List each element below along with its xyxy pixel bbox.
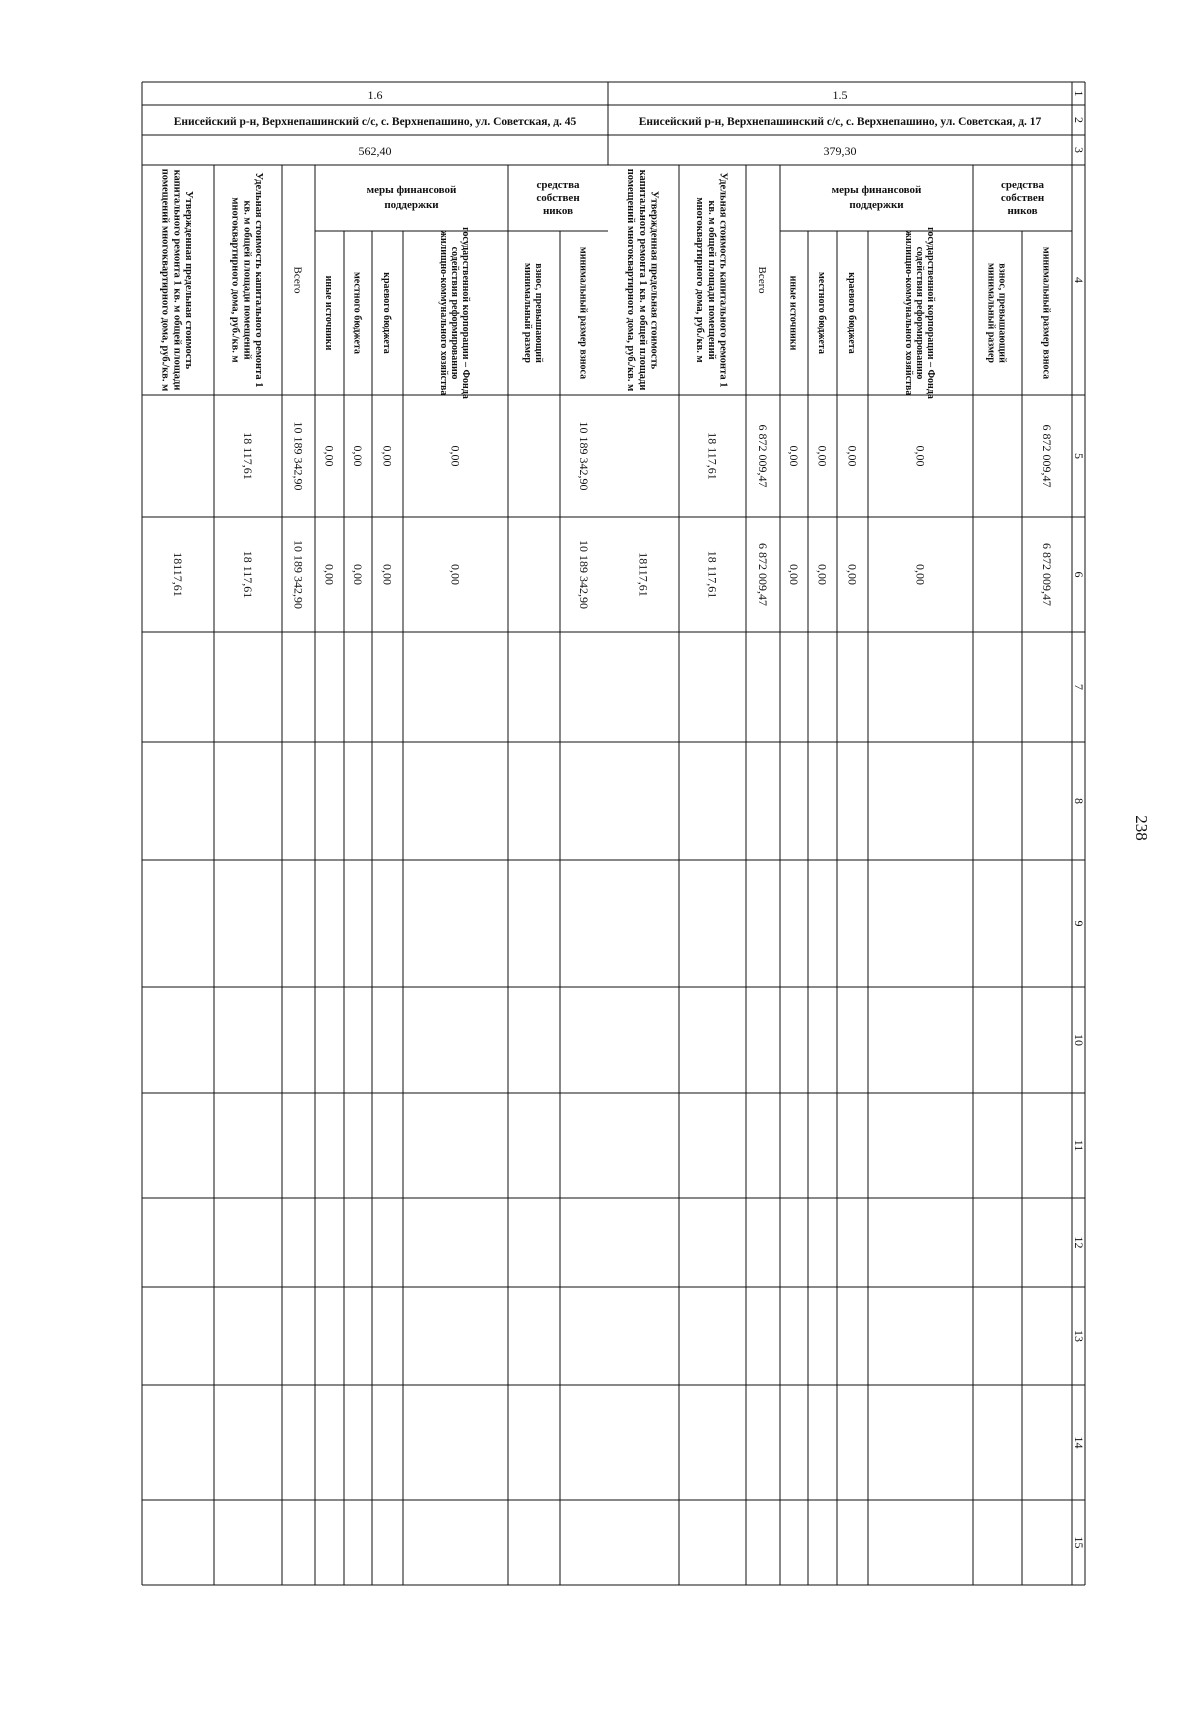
cell-ud: 18 117,61	[705, 550, 720, 599]
cell-ud: 18 117,61	[705, 432, 720, 480]
house-address: Енисейский р-н, Верхнепашинский с/с, с. Верхнепашино, ул. Советская, д. 17	[638, 116, 1042, 128]
cell-min: 6 872 009,47	[1039, 424, 1054, 488]
header-owners-funds: ников	[1007, 205, 1038, 217]
header-min-fee: минимальный размер взноса	[1040, 246, 1052, 380]
column-number: 10	[1071, 1034, 1086, 1046]
column-number: 8	[1071, 798, 1086, 804]
header-support: поддержки	[849, 199, 904, 211]
header-min-fee: минимальный размер взноса	[577, 246, 589, 380]
house-number: 1.6	[367, 88, 383, 102]
column-number: 11	[1071, 1139, 1086, 1152]
column-number: 15	[1071, 1536, 1086, 1549]
column-number: 7	[1071, 684, 1086, 690]
column-number: 3	[1071, 147, 1086, 153]
column-number: 1	[1071, 90, 1086, 97]
house-area: 379,30	[823, 144, 857, 158]
header-total: Всего	[291, 266, 304, 294]
column-number: 4	[1071, 277, 1086, 283]
header-excess-fee: взнос, превышающийминимальный размер	[985, 263, 1008, 363]
cell-mestn: 0,00	[350, 564, 365, 585]
header-owners-funds: средства	[1000, 179, 1045, 191]
cell-utv: 18117,61	[636, 552, 651, 597]
cell-vsego: 6 872 009,47	[755, 424, 770, 488]
cell-fond: 0,00	[913, 445, 928, 467]
header-support: меры финансовой	[366, 184, 457, 196]
cell-ud: 18 117,61	[240, 432, 255, 480]
cell-mestn: 0,00	[815, 564, 830, 585]
header-support: поддержки	[384, 199, 439, 211]
header-local-budget: местного бюджета	[351, 272, 363, 354]
cell-fond: 0,00	[448, 564, 463, 585]
header-other-sources: иные источники	[323, 275, 334, 351]
header-unit-cost: Удельная стоимость капитального ремонта 1кв. м общей площади помещениймногоквартирного дома, руб./кв. м	[229, 172, 265, 388]
cell-min: 10 189 342,90	[576, 421, 591, 491]
cell-kraev: 0,00	[380, 564, 395, 585]
house-address: Енисейский р-н, Верхнепашинский с/с, с. Верхнепашино, ул. Советская, д. 45	[173, 116, 577, 128]
cell-vsego: 6 872 009,47	[755, 543, 770, 606]
cell-kraev: 0,00	[845, 445, 860, 467]
cell-inye: 0,00	[322, 564, 337, 585]
cell-vsego: 10 189 342,90	[291, 421, 306, 491]
column-number: 14	[1071, 1436, 1086, 1449]
cell-min: 10 189 342,90	[576, 540, 591, 609]
cell-mestn: 0,00	[815, 445, 830, 467]
cell-mestn: 0,00	[350, 445, 365, 467]
cell-utv: 18117,61	[170, 552, 185, 597]
column-number: 5	[1071, 453, 1086, 459]
column-number: 6	[1071, 571, 1086, 578]
cell-inye: 0,00	[786, 564, 801, 585]
column-number: 12	[1071, 1236, 1086, 1249]
cell-kraev: 0,00	[380, 445, 395, 467]
house-number: 1.5	[832, 88, 848, 102]
header-reform-fund: государственной корпорации – Фондасодействия реформированиюжилищно-коммунального хозяйства	[437, 227, 472, 399]
page-number: 238	[1132, 815, 1151, 841]
cell-fond: 0,00	[448, 445, 463, 467]
header-owners-funds: средства	[536, 179, 580, 191]
header-owners-funds: собствен	[536, 192, 580, 204]
header-regional-budget: краевого бюджета	[846, 272, 857, 354]
column-number: 9	[1071, 920, 1086, 927]
cell-vsego: 10 189 342,90	[291, 540, 306, 609]
header-reform-fund: государственной корпорации – Фондасодействия реформированиюжилищно-коммунального хозяйства	[902, 227, 937, 399]
table-grid	[142, 82, 1085, 1585]
cell-inye: 0,00	[786, 445, 801, 467]
header-owners-funds: ников	[542, 205, 574, 217]
cell-fond: 0,00	[913, 564, 928, 585]
header-owners-funds: собствен	[1000, 192, 1045, 204]
header-total: Всего	[756, 266, 769, 294]
cell-ud: 18 117,61	[240, 550, 255, 599]
header-limit-cost: Утвержденная предельная стоимостькапитального ремонта 1 кв. м общей площадипомещений многоквартирного дома, руб./кв. м	[625, 168, 660, 392]
column-number: 13	[1071, 1330, 1086, 1342]
header-limit-cost: Утвержденная предельная стоимостькапитального ремонта 1 кв. м общей площадипомещений многоквартирного дома, руб./кв. м	[159, 168, 195, 392]
header-local-budget: местного бюджета	[816, 272, 827, 354]
header-support: меры финансовой	[831, 184, 922, 196]
header-other-sources: иные источники	[787, 275, 799, 351]
house-area: 562,40	[358, 144, 392, 158]
column-number: 2	[1071, 117, 1086, 123]
header-unit-cost: Удельная стоимость капитального ремонта 1кв. м общей площади помещениймногоквартирного дома, руб./кв. м	[694, 172, 729, 388]
header-regional-budget: краевого бюджета	[381, 272, 392, 354]
cell-kraev: 0,00	[845, 564, 860, 585]
header-excess-fee: взнос, превышающийминимальный размер	[521, 263, 545, 363]
cell-min: 6 872 009,47	[1039, 543, 1054, 606]
table-text	[160, 88, 1086, 1549]
cell-inye: 0,00	[322, 445, 337, 467]
